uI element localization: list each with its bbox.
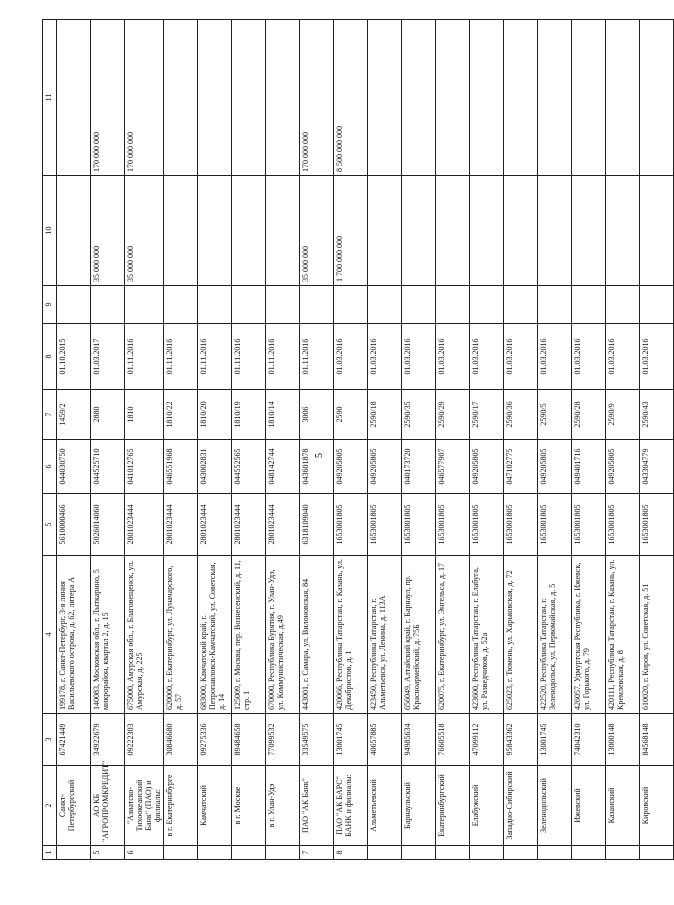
cell-c9 xyxy=(436,286,470,324)
table-row xyxy=(125,20,164,860)
column-number-header xyxy=(43,20,57,860)
cell-c4: 625023, г. Тюмень, ул. Харьковская, д. 72 xyxy=(504,556,538,714)
cell-c3: 13001745 xyxy=(538,714,572,766)
cell-c4: 423450, Республика Татарстан, г. Альметьевск, ул. Ленина, д. 113А xyxy=(368,556,402,714)
cell-c10 xyxy=(368,176,402,286)
cell-c8: 01.03.2016 xyxy=(402,324,436,390)
cell-c8: 01.11.2016 xyxy=(198,324,232,390)
cell-c7: 1810/20 xyxy=(198,390,232,440)
cell-c11 xyxy=(538,20,572,176)
table-row xyxy=(164,20,198,860)
cell-c4: 420111, Республика Татарстан, г. Казань, ул. Кремлевская, д. 8 xyxy=(606,556,640,714)
cell-c10: 35 000 000 xyxy=(91,176,125,286)
cell-c8: 01.03.2016 xyxy=(606,324,640,390)
cell-c1 xyxy=(368,846,402,860)
cell-c2: Камчатский xyxy=(198,766,232,846)
cell-c3: 47099112 xyxy=(470,714,504,766)
cell-c2: АО КБ "АГРОПРОМКРЕДИТ" xyxy=(91,766,125,846)
cell-c10 xyxy=(572,176,606,286)
column-header-9: 9 xyxy=(43,286,57,324)
cell-c8: 01.03.2016 xyxy=(640,324,674,390)
cell-c2: Западно-Сибирский xyxy=(504,766,538,846)
cell-c7: 2590 xyxy=(334,390,368,440)
cell-c9 xyxy=(300,286,334,324)
cell-c4: 199178, г. Санкт-Петербург, 3-я линия Васильевского острова, д. 62, литера А xyxy=(57,556,91,714)
cell-c7: 2590/43 xyxy=(640,390,674,440)
cell-c7: 2590/29 xyxy=(436,390,470,440)
table-row xyxy=(572,20,606,860)
cell-c2: ПАО "АК БАРС" БАНК и филиалы: xyxy=(334,766,368,846)
cell-c10 xyxy=(57,176,91,286)
cell-c9 xyxy=(572,286,606,324)
column-header-11: 11 xyxy=(43,20,57,176)
cell-c11 xyxy=(266,20,300,176)
cell-c10 xyxy=(538,176,572,286)
cell-c8: 01.03.2016 xyxy=(334,324,368,390)
cell-c9 xyxy=(91,286,125,324)
cell-c7: 2590/17 xyxy=(470,390,504,440)
cell-c9 xyxy=(538,286,572,324)
cell-c10 xyxy=(198,176,232,286)
cell-c9 xyxy=(606,286,640,324)
table-row xyxy=(504,20,538,860)
cell-c7: 1459/2 xyxy=(57,390,91,440)
cell-c11 xyxy=(232,20,266,176)
cell-c9 xyxy=(164,286,198,324)
table-body xyxy=(57,20,674,860)
cell-c2: Казанский xyxy=(606,766,640,846)
cell-c11 xyxy=(470,20,504,176)
cell-c6: 043002831 xyxy=(198,440,232,494)
cell-c1 xyxy=(402,846,436,860)
cell-c8: 01.11.2016 xyxy=(125,324,164,390)
cell-c11 xyxy=(198,20,232,176)
cell-c1: 5 xyxy=(91,846,125,860)
cell-c2: "Азиатско-Тихоокеанский Банк" (ПАО) и филиалы: xyxy=(125,766,164,846)
cell-c10: 35 000 000 xyxy=(300,176,334,286)
cell-c5: 2801023444 xyxy=(232,494,266,556)
cell-c11 xyxy=(57,20,91,176)
cell-c6: 049205805 xyxy=(470,440,504,494)
cell-c5: 2801023444 xyxy=(164,494,198,556)
cell-c3: 94985634 xyxy=(402,714,436,766)
column-header-7: 7 xyxy=(43,390,57,440)
cell-c3: 34922679 xyxy=(91,714,125,766)
cell-c9 xyxy=(504,286,538,324)
cell-c9 xyxy=(640,286,674,324)
cell-c11: 8 500 000 000 xyxy=(334,20,368,176)
cell-c11: 170 000 000 xyxy=(91,20,125,176)
cell-c2: Зеленодольский xyxy=(538,766,572,846)
cell-c8: 01.03.2016 xyxy=(436,324,470,390)
cell-c5: 1653001805 xyxy=(606,494,640,556)
cell-c11 xyxy=(504,20,538,176)
cell-c5: 1653001805 xyxy=(504,494,538,556)
table-row xyxy=(334,20,368,860)
cell-c2: Елабужский xyxy=(470,766,504,846)
cell-c4: 610020, г. Киров, ул. Советская, д. 51 xyxy=(640,556,674,714)
cell-c3: 77099532 xyxy=(266,714,300,766)
cell-c6: 047102775 xyxy=(504,440,538,494)
cell-c6: 044030750 xyxy=(57,440,91,494)
cell-c6: 040173720 xyxy=(402,440,436,494)
column-header-2: 2 xyxy=(43,766,57,846)
column-header-5: 5 xyxy=(43,494,57,556)
cell-c11: 170 000 000 xyxy=(125,20,164,176)
cell-c6: 049205805 xyxy=(334,440,368,494)
column-header-1: 1 xyxy=(43,846,57,860)
cell-c6: 049205805 xyxy=(368,440,402,494)
rotated-table-container xyxy=(42,20,650,860)
page-number: 5 xyxy=(314,453,325,458)
table-row xyxy=(57,20,91,860)
cell-c1 xyxy=(640,846,674,860)
cell-c10 xyxy=(504,176,538,286)
cell-c6: 046577907 xyxy=(436,440,470,494)
cell-c3: 13000148 xyxy=(606,714,640,766)
cell-c8: 01.10.2015 xyxy=(57,324,91,390)
cell-c7: 2590/36 xyxy=(504,390,538,440)
cell-c3: 33549575 xyxy=(300,714,334,766)
cell-c4: 140083, Московская обл., г. Лыткарино, 5 микрорайон, квартал 2, д. 15 xyxy=(91,556,125,714)
cell-c5: 1653001805 xyxy=(640,494,674,556)
cell-c8: 01.11.2016 xyxy=(164,324,198,390)
table-row xyxy=(606,20,640,860)
cell-c4: 656049, Алтайский край, г. Барнаул, пр. Красноармейский, д. 75Б xyxy=(402,556,436,714)
cell-c6: 044525710 xyxy=(91,440,125,494)
cell-c10: 1 700 000 000 xyxy=(334,176,368,286)
cell-c10 xyxy=(232,176,266,286)
cell-c8: 01.03.2016 xyxy=(538,324,572,390)
cell-c11 xyxy=(606,20,640,176)
cell-c8: 01.03.2017 xyxy=(91,324,125,390)
cell-c7: 2590/9 xyxy=(606,390,640,440)
cell-c1 xyxy=(164,846,198,860)
cell-c5: 1653001805 xyxy=(334,494,368,556)
cell-c1 xyxy=(504,846,538,860)
table-row xyxy=(402,20,436,860)
cell-c1 xyxy=(470,846,504,860)
cell-c3: 95843362 xyxy=(504,714,538,766)
cell-c7: 1810/22 xyxy=(164,390,198,440)
cell-c2: Кировский xyxy=(640,766,674,846)
cell-c5: 1653001805 xyxy=(436,494,470,556)
cell-c9 xyxy=(266,286,300,324)
cell-c9 xyxy=(57,286,91,324)
cell-c2: в г. Улан-Удэ xyxy=(266,766,300,846)
cell-c5: 1653001805 xyxy=(368,494,402,556)
cell-c3: 76605518 xyxy=(436,714,470,766)
cell-c10 xyxy=(266,176,300,286)
table-row xyxy=(538,20,572,860)
cell-c1 xyxy=(266,846,300,860)
cell-c10 xyxy=(606,176,640,286)
cell-c1 xyxy=(198,846,232,860)
cell-c4: 670000, Республика Бурятия, г. Улан-Удэ, ул. Коммунистическая, д.49 xyxy=(266,556,300,714)
cell-c3: 30846680 xyxy=(164,714,198,766)
cell-c4: 620075, г. Екатеринбург, ул. Энгельса, д. 17 xyxy=(436,556,470,714)
cell-c5: 1653001805 xyxy=(470,494,504,556)
cell-c5: 2801023444 xyxy=(125,494,164,556)
cell-c6: 049401716 xyxy=(572,440,606,494)
cell-c9 xyxy=(125,286,164,324)
cell-c9 xyxy=(402,286,436,324)
column-header-8: 8 xyxy=(43,324,57,390)
cell-c6: 041012765 xyxy=(125,440,164,494)
table-row xyxy=(266,20,300,860)
cell-c2: в г. Москве xyxy=(232,766,266,846)
cell-c7: 1810/19 xyxy=(232,390,266,440)
table-row xyxy=(91,20,125,860)
cell-c7: 2590/28 xyxy=(572,390,606,440)
cell-c5: 1653001805 xyxy=(572,494,606,556)
cell-c8: 01.03.2016 xyxy=(368,324,402,390)
cell-c3: 09275336 xyxy=(198,714,232,766)
cell-c2: Санкт-Петербургский xyxy=(57,766,91,846)
cell-c11 xyxy=(572,20,606,176)
cell-c3: 89484658 xyxy=(232,714,266,766)
cell-c4: 675000, Амурская обл., г. Благовещенск, ул. Амурская, д. 225 xyxy=(125,556,164,714)
cell-c10 xyxy=(470,176,504,286)
cell-c8: 01.03.2016 xyxy=(504,324,538,390)
cell-c9 xyxy=(232,286,266,324)
cell-c1: 6 xyxy=(125,846,164,860)
cell-c3: 84568148 xyxy=(640,714,674,766)
cell-c9 xyxy=(334,286,368,324)
cell-c3: 40657885 xyxy=(368,714,402,766)
cell-c9 xyxy=(470,286,504,324)
cell-c4: 423600, Республика Татарстан, г. Елабуга, ул. Разведчиков, д. 52а xyxy=(470,556,504,714)
table-row xyxy=(368,20,402,860)
cell-c5: 5026014060 xyxy=(91,494,125,556)
cell-c7: 2590/35 xyxy=(402,390,436,440)
cell-c1: 8 xyxy=(334,846,368,860)
cell-c11: 170 000 000 xyxy=(300,20,334,176)
cell-c4: 443001, г. Самара, ул. Вилоновская, 84 xyxy=(300,556,334,714)
cell-c8: 01.11.2016 xyxy=(300,324,334,390)
cell-c6: 044552565 xyxy=(232,440,266,494)
cell-c1 xyxy=(606,846,640,860)
cell-c1 xyxy=(57,846,91,860)
cell-c5: 2801023444 xyxy=(266,494,300,556)
table-row xyxy=(232,20,266,860)
cell-c10 xyxy=(640,176,674,286)
cell-c6: 043601878 xyxy=(300,440,334,494)
cell-c7: 2590/18 xyxy=(368,390,402,440)
cell-c3: 67421449 xyxy=(57,714,91,766)
cell-c8: 01.11.2016 xyxy=(266,324,300,390)
cell-c8: 01.03.2016 xyxy=(572,324,606,390)
cell-c10 xyxy=(402,176,436,286)
cell-c6: 043304779 xyxy=(640,440,674,494)
table-row xyxy=(300,20,334,860)
cell-c6: 049205805 xyxy=(538,440,572,494)
column-header-4: 4 xyxy=(43,556,57,714)
cell-c7: 2880 xyxy=(91,390,125,440)
cell-c1: 7 xyxy=(300,846,334,860)
cell-c2: Барнаульский xyxy=(402,766,436,846)
cell-c2: Екатеринбургский xyxy=(436,766,470,846)
cell-c5: 2801023444 xyxy=(198,494,232,556)
table-row xyxy=(470,20,504,860)
bank-registry-table xyxy=(42,19,674,860)
cell-c3: 13001745 xyxy=(334,714,368,766)
cell-c1 xyxy=(436,846,470,860)
cell-c2: Ижевский xyxy=(572,766,606,846)
cell-c11 xyxy=(164,20,198,176)
cell-c11 xyxy=(368,20,402,176)
cell-c4: 422520, Республика Татарстан, г. Зеленодольск, ул. Первомайская, д. 5 xyxy=(538,556,572,714)
cell-c7: 3006 xyxy=(300,390,334,440)
cell-c3: 09222303 xyxy=(125,714,164,766)
cell-c2: в г. Екатеринбурге xyxy=(164,766,198,846)
column-header-3: 3 xyxy=(43,714,57,766)
cell-c5: 1653001805 xyxy=(402,494,436,556)
cell-c9 xyxy=(198,286,232,324)
cell-c10 xyxy=(436,176,470,286)
cell-c11 xyxy=(640,20,674,176)
cell-c11 xyxy=(402,20,436,176)
cell-c5: 6318109040 xyxy=(300,494,334,556)
cell-c6: 049205805 xyxy=(606,440,640,494)
table-row xyxy=(640,20,674,860)
cell-c1 xyxy=(572,846,606,860)
cell-c5: 5610000466 xyxy=(57,494,91,556)
column-header-10: 10 xyxy=(43,176,57,286)
cell-c4: 683000, Камчатский край, г. Петропавловск-Камчатский, ул. Советская, д. 14 xyxy=(198,556,232,714)
cell-c10 xyxy=(164,176,198,286)
cell-c2: ПАО "АК Банк" xyxy=(300,766,334,846)
cell-c1 xyxy=(538,846,572,860)
cell-c7: 2590/5 xyxy=(538,390,572,440)
cell-c4: 426057, Удмуртская Республика, г. Ижевск, ул. Горького, д. 79 xyxy=(572,556,606,714)
column-header-6: 6 xyxy=(43,440,57,494)
cell-c7: 1810/14 xyxy=(266,390,300,440)
cell-c11 xyxy=(436,20,470,176)
cell-c6: 046551968 xyxy=(164,440,198,494)
cell-c7: 1810 xyxy=(125,390,164,440)
cell-c4: 125009, г. Москва, пер. Вознесенский, д. 11, стр. 1 xyxy=(232,556,266,714)
cell-c3: 74042310 xyxy=(572,714,606,766)
cell-c5: 1653001805 xyxy=(538,494,572,556)
cell-c6: 048142744 xyxy=(266,440,300,494)
cell-c4: 420066, Республика Татарстан, г. Казань, ул. Декабристов, д. 1 xyxy=(334,556,368,714)
cell-c10: 35 000 000 xyxy=(125,176,164,286)
cell-c8: 01.03.2016 xyxy=(470,324,504,390)
table-row xyxy=(198,20,232,860)
cell-c9 xyxy=(368,286,402,324)
cell-c1 xyxy=(232,846,266,860)
cell-c8: 01.11.2016 xyxy=(232,324,266,390)
cell-c4: 620000, г. Екатеринбург, ул. Луначарского, д. 57 xyxy=(164,556,198,714)
table-row xyxy=(436,20,470,860)
cell-c2: Альметьевский xyxy=(368,766,402,846)
